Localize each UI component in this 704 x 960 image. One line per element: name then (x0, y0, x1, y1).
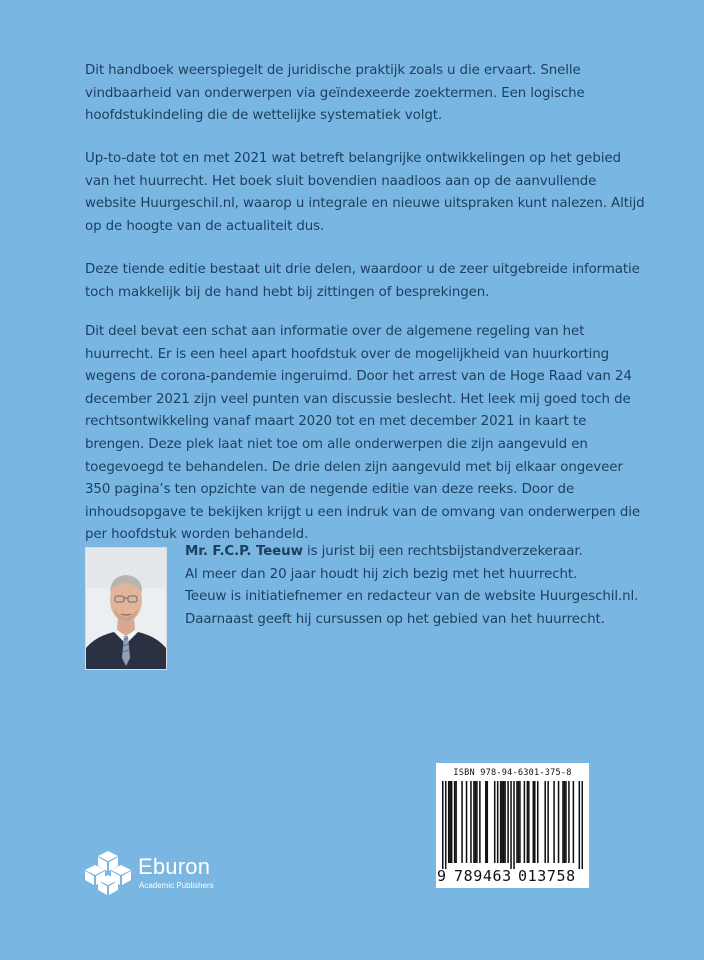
barcode-bar (510, 781, 512, 869)
barcode-bar (553, 781, 555, 863)
blurb-paragraph-2: Up-to-date tot en met 2021 wat betreft belangrijke ontwikkelingen op het gebied van het huurrecht. Het boek sluit bovendien naadloos aan op de aanvullende website Huurgeschil.nl, waarop u integrale en nieuwe uitspraken kunt nalezen. Altijd op de hoogte van de actualiteit dus. (85, 151, 645, 234)
barcode-bar (466, 781, 468, 863)
barcode-bar (573, 781, 575, 863)
barcode-bar (558, 781, 560, 863)
isbn-label: ISBN 978-94-6301-375-8 (453, 768, 572, 778)
barcode-bar (454, 781, 456, 863)
barcode-bar (445, 781, 447, 869)
author-bio-line-4: Daarnaast geeft hij cursussen op het gebied van het huurrecht. (185, 611, 605, 627)
author-bio-line-1-text: is jurist bij een rechtsbijstandverzekeraar. (302, 544, 583, 559)
barcode-bar (473, 781, 475, 863)
barcode-bar (485, 781, 487, 863)
barcode-bar (547, 781, 549, 863)
publisher-logo (84, 851, 244, 895)
barcode-bar (537, 781, 539, 863)
barcode-bar (494, 781, 496, 863)
blurb-paragraph-1: Dit handboek weerspiegelt de juridische praktijk zoals u die ervaart. Snelle vindbaarheid van onderwerpen via geïndexeerde zoektermen. Een logische hoofdstukindeling die de wettelijke systematiek volgt. (85, 63, 585, 124)
barcode-bar (518, 781, 520, 863)
barcode-bar (461, 781, 463, 863)
barcode-bar (475, 781, 477, 863)
author-bio-line-3: Teeuw is initiatiefnemer en redacteur van de website Huurgeschil.nl. (185, 589, 639, 605)
barcode-bar (533, 781, 535, 863)
barcode-bar (562, 781, 564, 863)
ean-digits (436, 867, 589, 885)
blurb-paragraph-4: Dit deel bevat een schat aan informatie over de algemene regeling van het huurrecht. Er is een heel apart hoofdstuk over de mogelijkheid van huurkorting wegens de corona-pandemie ingeruimd. Door het arrest van de Hoge Raad van 24 december 2021 zijn veel punten van discussie beslecht. Het leek mij goed toch de rechtsontwikkeling vanaf maart 2020 tot en met december 2021 in kaart te brengen. Deze plek laat niet toe om alle onderwerpen die zijn aangevuld en toegevoegd te behandelen. De drie delen zijn aangevuld met bij elkaar ongeveer 350 pagina’s ten opzichte van de negende editie van deze reeks. Door de inhoudsopgave te bekijken krijgt u een indruk van de omvang van onderwerpen die per hoofdstuk worden behandeld. (85, 324, 640, 543)
ean-first-digit: 9 (437, 867, 447, 885)
barcode-bar (487, 781, 489, 863)
publisher-tagline: Academic Publishers (139, 881, 214, 890)
barcode-bar (544, 781, 546, 863)
author-photo (85, 547, 167, 670)
barcode-bar (497, 781, 499, 863)
author-name: Mr. F.C.P. Teeuw (185, 544, 303, 559)
barcode-bar (582, 781, 583, 869)
barcode-bar (565, 781, 567, 863)
barcode-bar (501, 781, 503, 863)
barcode-bar (524, 781, 526, 863)
ean-right-group: 013758 (518, 867, 576, 885)
author-bio-line-1 (185, 541, 655, 564)
barcode-bar (479, 781, 481, 863)
barcode-bar (527, 781, 529, 863)
barcode-bar (451, 781, 453, 863)
blurb-paragraph-3: Deze tiende editie bestaat uit drie delen, waardoor u de zeer uitgebreide informatie toch makkelijk bij de hand hebt bij zittingen of besprekingen. (85, 262, 640, 300)
barcode-bar (516, 781, 518, 863)
barcode-bar (513, 781, 515, 869)
barcode-bar (519, 781, 521, 863)
barcode-bar (564, 781, 566, 863)
barcode-bar (568, 781, 570, 863)
barcode-bar (507, 781, 509, 863)
author-portrait-illustration (86, 548, 166, 669)
barcode-bar (455, 781, 457, 863)
barcode-bar (476, 781, 478, 863)
barcode-bar (449, 781, 451, 863)
barcode-bar (448, 781, 450, 863)
cube-stack-icon (84, 851, 132, 895)
barcode-bar (500, 781, 502, 863)
barcode-bar (528, 781, 530, 863)
barcode-bar (504, 781, 506, 863)
ean-left-group: 789463 (454, 867, 512, 885)
author-bio-line-2: Al meer dan 20 jaar houdt hij zich bezig met het huurrecht. (185, 566, 578, 582)
barcode-bar (470, 781, 472, 863)
barcode-bars (442, 781, 583, 869)
publisher-name: Eburon (138, 854, 211, 879)
barcode-bar (442, 781, 444, 869)
barcode-bar (534, 781, 536, 863)
isbn-barcode (436, 763, 589, 888)
author-bio (185, 541, 655, 631)
barcode-bar (503, 781, 505, 863)
barcode-bar (579, 781, 581, 869)
